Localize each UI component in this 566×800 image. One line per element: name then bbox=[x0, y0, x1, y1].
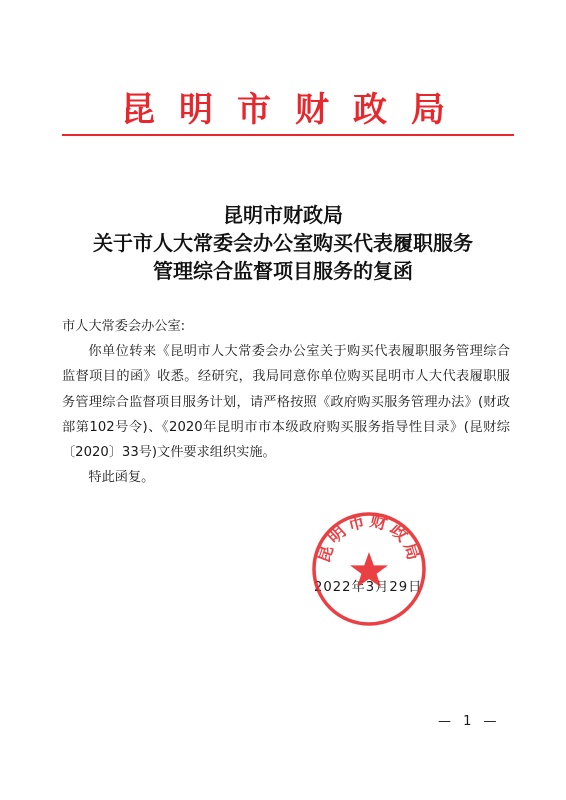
star-icon bbox=[350, 552, 388, 587]
document-body bbox=[62, 314, 510, 490]
title-line: 管理综合监督项目服务的复函 bbox=[153, 259, 413, 283]
title-line: 昆明市财政局 bbox=[223, 203, 343, 227]
seal-text: 昆明市财政局 bbox=[313, 511, 425, 566]
salutation: 市人大常委会办公室: bbox=[62, 319, 186, 334]
body-paragraph: 你单位转来《昆明市人大常委会办公室关于购买代表履职服务管理综合监督项目的函》收悉。经研究，我局同意你单位购买昆明市人大代表履职服务管理综合监督项目服务计划，请严格按照《政府购买服务管理办法》(财政部第102号令)、《2020年昆明市市本级政府购买服务指导性目录》(昆财综〔2020〕33号)文件要求组织实施。 bbox=[62, 344, 510, 461]
document-title bbox=[40, 201, 526, 285]
title-line: 关于市人大常委会办公室购买代表履职服务 bbox=[93, 231, 473, 255]
masthead: 昆明市财政局 bbox=[121, 90, 469, 130]
official-seal bbox=[310, 510, 428, 628]
page-number: — 1 — bbox=[438, 714, 501, 729]
issue-date: 2022年3月29日 bbox=[314, 580, 423, 595]
closing-line: 特此函复。 bbox=[88, 470, 155, 486]
red-divider bbox=[62, 134, 514, 136]
